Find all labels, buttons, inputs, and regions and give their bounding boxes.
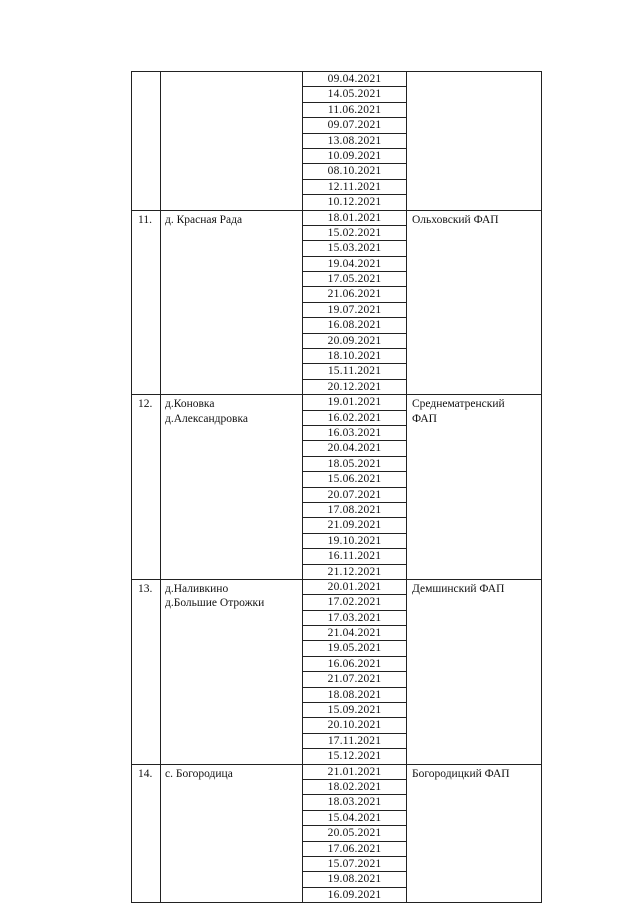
visit-date: 19.07.2021 [303,303,406,318]
visit-dates-cell [303,579,407,764]
settlement-cell [161,395,303,580]
visit-date: 19.01.2021 [303,395,406,410]
visit-date: 17.11.2021 [303,734,406,749]
visit-dates-cell [303,764,407,903]
fap-cell [407,579,542,764]
visit-date: 21.06.2021 [303,287,406,302]
row-number-cell [132,395,161,580]
visit-date: 21.12.2021 [327,565,382,578]
fap-name: Среднематренский [412,398,505,411]
visit-date: 16.06.2021 [303,657,406,672]
visit-date: 17.06.2021 [303,842,406,857]
fap-cell [407,764,542,903]
fap-name: ФАП [412,412,437,425]
visit-date: 08.10.2021 [303,164,406,179]
visit-date: 19.10.2021 [303,534,406,549]
visit-date: 18.01.2021 [303,211,406,226]
fap-name: Богородицкий ФАП [412,767,510,780]
visit-date: 20.10.2021 [303,718,406,733]
visit-date: 15.06.2021 [303,472,406,487]
schedule-table [131,71,542,903]
visit-date: 21.07.2021 [303,672,406,687]
visit-dates-cell [303,210,407,395]
visit-date: 19.08.2021 [303,872,406,887]
visit-date: 11.06.2021 [303,103,406,118]
table-row [132,210,542,395]
schedule-table-body [132,72,542,903]
visit-date: 09.07.2021 [303,118,406,133]
visit-date: 15.03.2021 [303,241,406,256]
visit-date: 18.08.2021 [303,688,406,703]
visit-date: 16.11.2021 [303,549,406,564]
settlement-cell [161,72,303,211]
settlement-name: д. Красная Рада [165,213,243,226]
visit-date: 15.07.2021 [303,857,406,872]
row-number: 11. [138,213,152,226]
settlement-name: д.Наливкино [165,582,229,595]
settlement-name: с. Богородица [165,767,233,780]
visit-date: 15.02.2021 [303,226,406,241]
table-row [132,579,542,764]
row-number [132,72,160,74]
visit-date: 20.05.2021 [303,826,406,841]
row-number: 12. [138,398,153,411]
row-number: 14. [138,767,153,780]
visit-date: 20.04.2021 [303,441,406,456]
row-number-cell [132,210,161,395]
visit-date: 20.12.2021 [327,380,382,393]
visit-date: 21.01.2021 [303,765,406,780]
visit-date: 16.03.2021 [303,426,406,441]
visit-date: 16.02.2021 [303,411,406,426]
visit-date: 21.04.2021 [303,626,406,641]
visit-date: 14.05.2021 [303,87,406,102]
table-row [132,72,542,211]
visit-date: 19.04.2021 [303,257,406,272]
fap-cell [407,395,542,580]
visit-dates-cell [303,72,407,211]
fap-name: Ольховский ФАП [412,213,499,226]
visit-date: 18.05.2021 [303,457,406,472]
visit-date: 09.04.2021 [303,72,406,87]
table-row [132,764,542,903]
fap-cell [407,72,542,211]
visit-date: 20.07.2021 [303,488,406,503]
visit-date: 21.09.2021 [303,518,406,533]
row-number-cell [132,72,161,211]
visit-date: 18.03.2021 [303,795,406,810]
visit-date: 15.09.2021 [303,703,406,718]
visit-date: 15.12.2021 [327,750,382,763]
visit-date: 16.08.2021 [303,318,406,333]
visit-date: 17.08.2021 [303,503,406,518]
settlement-name: д.Коновка [165,398,215,411]
settlement-cell [161,210,303,395]
visit-date: 13.08.2021 [303,134,406,149]
settlement-name: д.Александровка [165,412,248,425]
visit-date: 17.02.2021 [303,595,406,610]
visit-date: 16.09.2021 [327,888,382,901]
visit-date: 12.11.2021 [303,180,406,195]
row-number-cell [132,579,161,764]
visit-date: 18.02.2021 [303,780,406,795]
visit-date: 15.04.2021 [303,811,406,826]
visit-date: 15.11.2021 [303,364,406,379]
visit-date: 17.05.2021 [303,272,406,287]
visit-date: 10.12.2021 [327,196,382,209]
settlement-cell [161,764,303,903]
row-number-cell [132,764,161,903]
visit-date: 10.09.2021 [303,149,406,164]
visit-date: 20.01.2021 [303,580,406,595]
row-number: 13. [138,582,153,595]
settlement-name: д.Большие Отрожки [165,597,265,610]
settlement-cell [161,579,303,764]
fap-cell [407,210,542,395]
table-row [132,395,542,580]
visit-date: 17.03.2021 [303,611,406,626]
visit-date: 19.05.2021 [303,641,406,656]
visit-date: 18.10.2021 [303,349,406,364]
fap-name: Демшинский ФАП [412,582,505,595]
visit-dates-cell [303,395,407,580]
visit-date: 20.09.2021 [303,334,406,349]
